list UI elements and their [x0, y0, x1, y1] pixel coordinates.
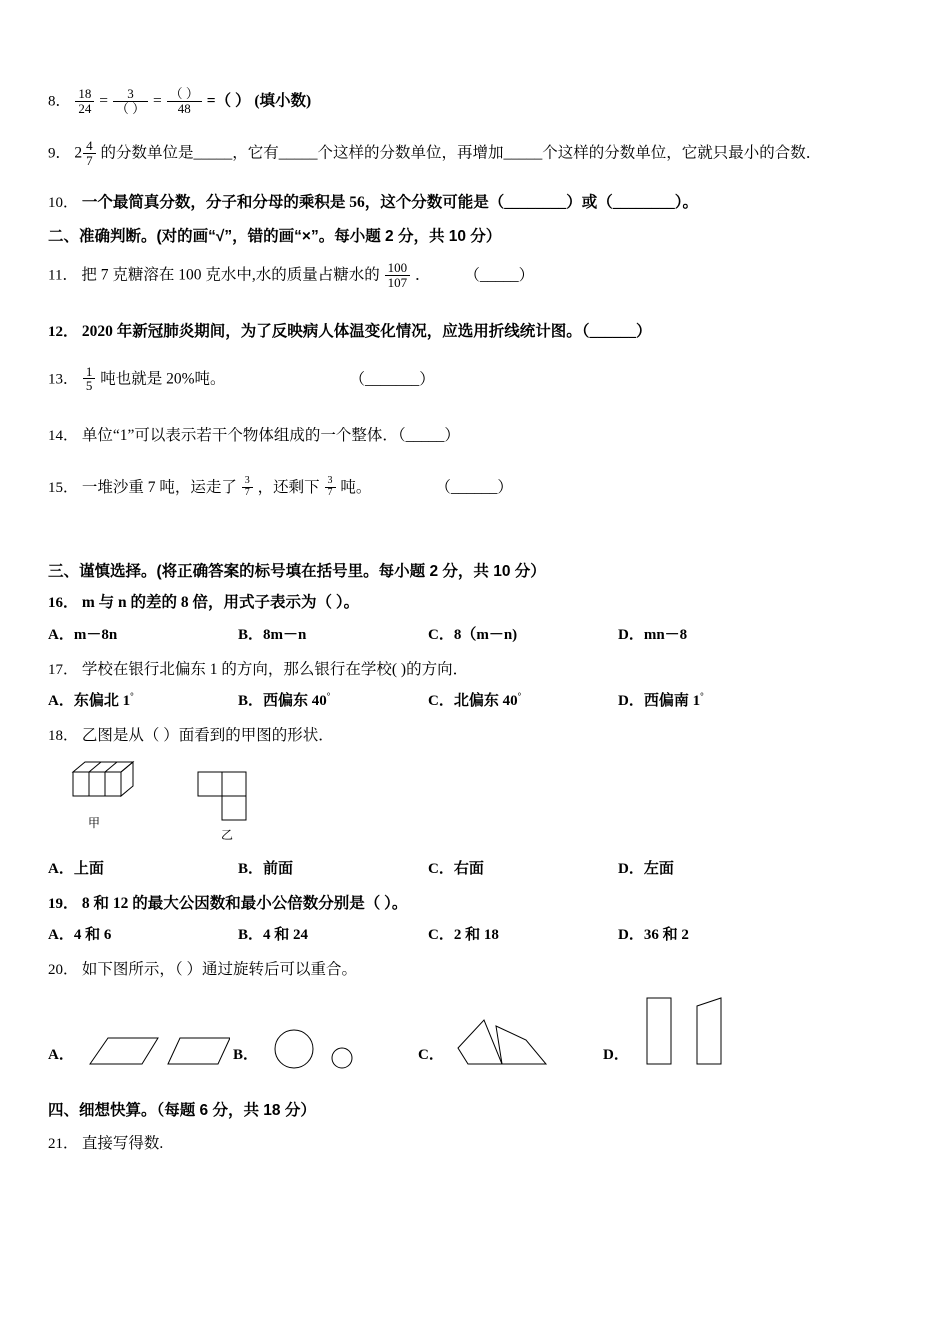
fraction-3-blank: $\frac{3}{( )}$	[113, 87, 148, 115]
question-12-number: 12．	[48, 324, 79, 341]
degree-symbol-d: °	[700, 691, 704, 702]
question-16	[48, 591, 906, 615]
option-18-d[interactable]: D．左面	[618, 860, 674, 877]
option-18-a[interactable]: A．上面	[48, 860, 104, 877]
question-10-text: 一个最简真分数，分子和分母的乘积是 56，这个分数可能是（________）或（________）。	[81, 193, 699, 211]
option-20-b[interactable]	[233, 1022, 418, 1072]
option-16-a[interactable]: A．m－8n	[48, 626, 118, 643]
question-9-number: 9．	[48, 145, 71, 162]
equals-1: =	[99, 92, 109, 110]
fraction-18-24: $\frac{18}{24}$	[75, 87, 94, 115]
question-17-text: 学校在银行北偏东 1 的方向，那么银行在学校( )的方向．	[81, 660, 469, 678]
question-18	[48, 724, 906, 748]
option-17-d[interactable]: D．西偏南 1°	[618, 691, 704, 710]
question-8-tail: (填小数)	[254, 92, 312, 110]
question-19-text: 8 和 12 的最大公因数和最小公倍数分别是（ ）。	[81, 894, 408, 912]
option-19-c[interactable]: C．2 和 18	[428, 927, 499, 944]
question-18-figures	[58, 754, 906, 842]
option-16-b[interactable]: B．8m－n	[238, 626, 307, 643]
question-15-pre: 一堆沙重 7 吨，运走了	[81, 478, 237, 496]
degree-symbol-b: °	[326, 691, 331, 702]
question-11-post: ．	[414, 266, 431, 284]
question-19-number: 19．	[48, 895, 79, 912]
question-10	[48, 191, 906, 215]
figure-label-jia: 甲	[88, 815, 101, 830]
question-10-number: 10．	[48, 194, 79, 211]
option-20-c[interactable]	[418, 1010, 603, 1072]
question-11-text: 把 7 克糖溶在 100 克水中,水的质量占糖水的	[81, 266, 380, 284]
question-9-text: 的分数单位是_____，它有_____个这样的分数单位，再增加_____个这样的分数单位，它就只最小的合数．	[100, 144, 822, 162]
degree-symbol-c: °	[517, 691, 522, 702]
option-17-b[interactable]: B．西偏东 40°	[238, 691, 331, 710]
question-16-options	[48, 623, 906, 644]
question-17-options	[48, 689, 906, 710]
question-20-options	[48, 992, 906, 1072]
question-15-answer-blank[interactable]: （______）	[435, 478, 513, 496]
question-15	[48, 476, 906, 500]
fraction-blank-48: $\frac{( )}{48}$	[167, 87, 202, 115]
fraction-1-5: $\frac{1}{5}$	[83, 365, 96, 393]
question-9	[48, 140, 906, 168]
option-17-a[interactable]: A．东偏北 1°	[48, 691, 134, 710]
question-12	[48, 320, 906, 344]
question-15-post: 吨。	[340, 478, 372, 496]
section-2-heading: 二、准确判断。(对的画“√”，错的画“×”。每小题 2 分，共 10 分）	[48, 228, 502, 246]
mixed-number-2-4-7: 2 $\frac{4}{7}$	[74, 140, 96, 168]
question-14-number: 14．	[48, 428, 79, 445]
question-20-text: 如下图所示，（ ）通过旋转后可以重合。	[81, 961, 358, 979]
question-19	[48, 892, 906, 916]
fraction-3-7-b: $\frac{3}{7}$	[325, 476, 336, 498]
option-19-a[interactable]: A．4 和 6	[48, 927, 112, 944]
question-17-number: 17．	[48, 661, 79, 678]
degree-symbol-a: °	[130, 691, 134, 702]
option-20-a[interactable]	[48, 1022, 233, 1072]
question-13-text: 吨也就是 20%吨。	[100, 370, 226, 388]
question-11	[48, 262, 906, 290]
option-18-c[interactable]: C．右面	[428, 860, 484, 877]
two-parallelograms-figure	[80, 1022, 230, 1072]
option-18-b[interactable]: B．前面	[238, 860, 294, 877]
question-13-number: 13．	[48, 371, 79, 388]
fraction-100-107: $\frac{100}{107}$	[385, 261, 411, 289]
question-15-mid: ，还剩下	[257, 478, 320, 496]
option-20-d-label: D．	[603, 1046, 629, 1063]
question-21	[48, 1132, 906, 1156]
fraction-3-7-a: $\frac{3}{7}$	[242, 476, 253, 498]
question-12-text: 2020 年新冠肺炎期间，为了反映病人体温变化情况，应选用折线统计图。（______）	[81, 323, 652, 341]
option-16-d[interactable]: D．mn－8	[618, 626, 688, 643]
question-17	[48, 658, 906, 682]
question-18-options	[48, 857, 906, 878]
option-20-a-label: A．	[48, 1046, 74, 1063]
option-16-c[interactable]: C．8（m－n)	[428, 626, 518, 643]
option-20-c-label: C．	[418, 1046, 444, 1063]
question-13	[48, 363, 906, 394]
question-20-number: 20．	[48, 962, 79, 979]
two-quadrilaterals-figure	[450, 1010, 580, 1072]
question-18-number: 18．	[48, 728, 79, 745]
question-14	[48, 424, 906, 448]
question-20	[48, 958, 906, 982]
section-3-heading: 三、谨慎选择。(将正确答案的标号填在括号里。每小题 2 分，共 10 分）	[48, 563, 546, 581]
two-strips-figure	[635, 992, 755, 1072]
equals-2: =	[153, 92, 162, 110]
question-14-text: 单位“1”可以表示若干个物体组成的一个整体．（_____）	[81, 427, 460, 445]
option-19-b[interactable]: B．4 和 24	[238, 927, 309, 944]
question-11-number: 11．	[48, 267, 78, 284]
question-8	[48, 88, 906, 116]
figure-label-yi: 乙	[221, 827, 234, 842]
option-19-d[interactable]: D．36 和 2	[618, 927, 689, 944]
question-8-number: 8．	[48, 93, 71, 110]
section-4-heading: 四、细想快算。（每题 6 分，共 18 分）	[48, 1101, 316, 1119]
option-20-b-label: B．	[233, 1046, 259, 1063]
question-15-number: 15．	[48, 479, 79, 496]
question-16-number: 16．	[48, 595, 79, 612]
question-19-options	[48, 923, 906, 944]
question-18-text: 乙图是从（ ）面看到的甲图的形状．	[81, 727, 334, 745]
question-16-text: m 与 n 的差的 8 倍，用式子表示为（ ）。	[81, 594, 360, 612]
option-20-d[interactable]	[603, 992, 788, 1072]
option-17-c[interactable]: C．北偏东 40°	[428, 691, 522, 710]
question-13-answer-blank[interactable]: （_______）	[349, 370, 435, 388]
question-21-number: 21．	[48, 1135, 79, 1152]
question-21-text: 直接写得数.	[81, 1134, 164, 1152]
question-11-answer-blank[interactable]: （_____）	[464, 266, 535, 284]
equals-3: =（ ）	[206, 92, 251, 110]
two-circles-figure	[264, 1022, 374, 1072]
exam-content	[48, 88, 906, 1163]
